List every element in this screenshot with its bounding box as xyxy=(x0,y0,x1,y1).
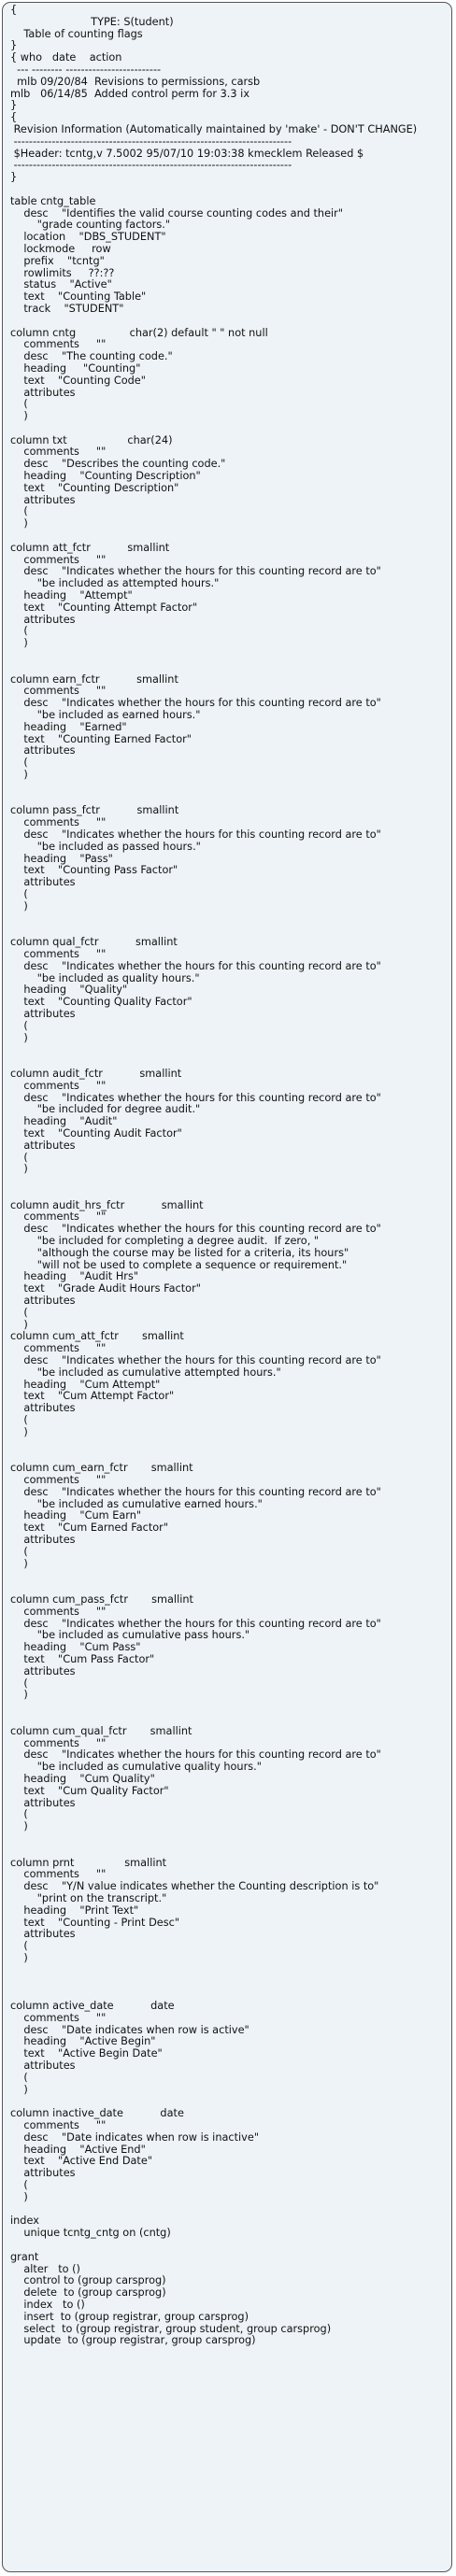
schema-text-line: update to (group registrar, group carsprog) xyxy=(10,2334,256,2347)
schema-text-line: column cum_earn_fctr smallint xyxy=(10,1462,193,1475)
schema-text-line: } xyxy=(10,99,18,112)
schema-text-line xyxy=(10,531,451,543)
schema-text-line: ) xyxy=(10,769,28,781)
schema-text-line: text "Counting Attempt Factor" xyxy=(10,601,198,614)
schema-text-line: attributes xyxy=(10,876,76,889)
schema-text-line: desc "Identifies the valid course counting codes and their" xyxy=(10,206,344,219)
schema-text-line: attributes xyxy=(10,386,76,399)
schema-text-line: column pass_fctr smallint xyxy=(10,804,179,817)
schema-text-line: attributes xyxy=(10,1796,76,1809)
schema-text-line xyxy=(10,1965,451,1977)
schema-text-line: column cntg char(2) default " " not null xyxy=(10,326,268,339)
schema-text-line: text "Grade Audit Hours Factor" xyxy=(10,1282,201,1295)
schema-text-line: text "Cum Earned Factor" xyxy=(10,1522,169,1535)
schema-text-line: attributes xyxy=(10,1928,76,1941)
schema-text-line: ( xyxy=(10,1151,28,1164)
schema-text-line: ) xyxy=(10,1163,28,1176)
schema-text-line: insert to (group registrar, group carsprog) xyxy=(10,2310,249,2323)
schema-text-line: text "Cum Attempt Factor" xyxy=(10,1390,175,1403)
schema-text-line: attributes xyxy=(10,1295,76,1308)
schema-text-line: index xyxy=(10,2215,39,2228)
schema-text-line: comments "" xyxy=(10,1079,107,1092)
schema-text-line: text "Counting Quality Factor" xyxy=(10,996,192,1009)
schema-text-line: delete to (group carsprog) xyxy=(10,2286,166,2300)
schema-text-line: "be included as quality hours." xyxy=(10,971,200,984)
schema-text-line: ( xyxy=(10,1677,28,1690)
schema-text-line: attributes xyxy=(10,1664,76,1677)
schema-text-line xyxy=(10,184,451,196)
schema-text-line: column att_fctr smallint xyxy=(10,541,170,554)
schema-text-line: comments "" xyxy=(10,1868,107,1881)
schema-text-line: desc "Indicates whether the hours for this counting record are to" xyxy=(10,1485,381,1498)
schema-text-line: heading "Audit" xyxy=(10,1115,118,1128)
schema-text-line: text "Counting Description" xyxy=(10,481,179,494)
schema-text-line: index to () xyxy=(10,2299,85,2311)
schema-text-line xyxy=(10,423,451,435)
schema-text-line: column active_date date xyxy=(10,2000,175,2013)
schema-text-line: column earn_fctr smallint xyxy=(10,672,178,686)
schema-text-line: column prnt smallint xyxy=(10,1856,167,1869)
schema-text-line: text "Cum Quality Factor" xyxy=(10,1784,169,1797)
schema-text-line: desc "Indicates whether the hours for this counting record are to" xyxy=(10,565,381,578)
schema-text-line: ( xyxy=(10,1808,28,1821)
schema-text-line: text "Active Begin Date" xyxy=(10,2047,163,2060)
schema-text-line: track "STUDENT" xyxy=(10,302,124,315)
schema-text-line: text "Counting Audit Factor" xyxy=(10,1126,182,1139)
schema-text-line: "be included as passed hours." xyxy=(10,840,201,853)
schema-text-line: } xyxy=(10,171,18,184)
schema-text-line: ------------------------------------------------------------------------- xyxy=(10,134,292,148)
schema-text-line: comments "" xyxy=(10,446,107,459)
schema-text-line: desc "Indicates whether the hours for this counting record are to" xyxy=(10,1223,381,1236)
schema-document-panel xyxy=(2,2,452,2572)
schema-text-line: heading "Cum Quality" xyxy=(10,1772,155,1785)
schema-text-line: comments "" xyxy=(10,1736,107,1749)
schema-text-line: desc "Describes the counting code." xyxy=(10,458,226,471)
schema-text-line: ) xyxy=(10,1031,28,1044)
schema-text-line: alter to () xyxy=(10,2262,80,2275)
schema-text-line: heading "Counting Description" xyxy=(10,470,201,483)
schema-text-line: --- -------- ------------------------- xyxy=(10,63,162,76)
schema-text-line: unique tcntg_cntg on (cntg) xyxy=(10,2227,171,2240)
schema-text-line: ( xyxy=(10,398,28,411)
schema-text-line: heading "Counting" xyxy=(10,361,141,375)
schema-text-line: heading "Cum Attempt" xyxy=(10,1378,161,1391)
schema-text-line xyxy=(10,650,451,662)
schema-text-line: attributes xyxy=(10,1007,76,1020)
schema-text-line xyxy=(10,1056,451,1069)
schema-text-line: attributes xyxy=(10,1534,76,1546)
schema-text-line xyxy=(10,1833,451,1846)
schema-text-line xyxy=(10,1439,451,1451)
schema-text-line: attributes xyxy=(10,613,76,626)
schema-text-line: column cum_pass_fctr smallint xyxy=(10,1592,193,1606)
schema-text-line: attributes xyxy=(10,744,76,757)
schema-text-line: { xyxy=(10,111,18,124)
schema-text-line: comments "" xyxy=(10,338,107,351)
schema-text-line: status "Active" xyxy=(10,278,112,291)
schema-text-line: } xyxy=(10,39,18,52)
schema-text-line: select to (group registrar, group student, group carsprog) xyxy=(10,2322,332,2335)
schema-text-line: ( xyxy=(10,1940,28,1953)
schema-text-line xyxy=(10,1176,451,1188)
schema-text-line: "grade counting factors." xyxy=(10,219,171,232)
schema-text-line: comments "" xyxy=(10,2011,107,2024)
schema-text-line: desc "Indicates whether the hours for this counting record are to" xyxy=(10,1748,381,1762)
schema-text-line: ) xyxy=(10,410,28,423)
schema-text-line: ( xyxy=(10,757,28,770)
schema-text-line: desc "Indicates whether the hours for this counting record are to" xyxy=(10,1091,381,1104)
schema-text-line xyxy=(10,2204,451,2216)
schema-text-line: location "DBS_STUDENT" xyxy=(10,231,166,244)
schema-text-line xyxy=(10,782,451,794)
schema-text-line: mlb 09/20/84 Revisions to permissions, carsb xyxy=(10,75,261,88)
schema-text-line: ( xyxy=(10,1019,28,1032)
schema-text-line: "be included as cumulative quality hours." xyxy=(10,1761,262,1774)
schema-text-line: column cum_att_fctr smallint xyxy=(10,1330,184,1343)
schema-text-line: lockmode row xyxy=(10,242,111,255)
schema-text-line: ( xyxy=(10,2179,28,2192)
schema-text-line: ------------------------------------------------------------------------- xyxy=(10,159,292,172)
schema-text-line: { xyxy=(10,4,18,16)
schema-text-line: prefix "tcntg" xyxy=(10,254,105,267)
schema-text-line: grant xyxy=(10,2250,39,2263)
schema-text-line: desc "Indicates whether the hours for this counting record are to" xyxy=(10,828,381,841)
schema-text-line: desc "Indicates whether the hours for this counting record are to" xyxy=(10,1617,381,1630)
schema-text-line: text "Counting Table" xyxy=(10,290,147,304)
schema-text-line xyxy=(10,1188,451,1200)
schema-text-line: "print on the transcript." xyxy=(10,1891,167,1904)
schema-text-line: column cum_qual_fctr smallint xyxy=(10,1724,192,1737)
schema-text-line: attributes xyxy=(10,1402,76,1415)
schema-text-line xyxy=(10,1702,451,1714)
schema-text-line: heading "Attempt" xyxy=(10,589,133,602)
schema-text-line: attributes xyxy=(10,2167,76,2180)
schema-text-line: comments "" xyxy=(10,947,107,960)
schema-text-line: "be included as earned hours." xyxy=(10,709,201,722)
schema-text-line: column audit_hrs_fctr smallint xyxy=(10,1198,204,1211)
schema-text-line: desc "Date indicates when row is inactive" xyxy=(10,2130,260,2144)
schema-text-line: attributes xyxy=(10,493,76,506)
schema-text-line: text "Counting Earned Factor" xyxy=(10,732,192,745)
schema-text-line: comments "" xyxy=(10,553,107,566)
schema-text-line: rowlimits ??:?? xyxy=(10,266,115,279)
schema-text-line: column qual_fctr smallint xyxy=(10,936,178,949)
schema-text-line: desc "Indicates whether the hours for this counting record are to" xyxy=(10,1354,381,1367)
schema-text-line: TYPE: S(tudent) xyxy=(10,15,174,28)
schema-text-line: comments "" xyxy=(10,1342,107,1355)
schema-text-line: heading "Print Text" xyxy=(10,1904,139,1917)
schema-text-line: Table of counting flags xyxy=(10,27,143,40)
schema-text-line: column txt char(24) xyxy=(10,433,173,446)
schema-text-line xyxy=(10,1714,451,1726)
schema-text-line: comments "" xyxy=(10,2119,107,2132)
schema-text-line: ) xyxy=(10,1557,28,1570)
schema-text-line: Revision Information (Automatically maintained by 'make' - DON'T CHANGE) xyxy=(10,122,418,135)
schema-text-line: ( xyxy=(10,2071,28,2084)
schema-text-line: ( xyxy=(10,505,28,518)
schema-text-line: ( xyxy=(10,1545,28,1558)
schema-text-line xyxy=(10,316,451,328)
schema-text-line: text "Counting Code" xyxy=(10,374,146,387)
schema-text-line: heading "Pass" xyxy=(10,852,113,865)
schema-text-line: text "Counting - Print Desc" xyxy=(10,1916,180,1929)
schema-text-line: desc "Y/N value indicates whether the Counting description is to" xyxy=(10,1880,379,1893)
schema-text-line: "be included as cumulative pass hours." xyxy=(10,1629,250,1642)
schema-text-line: column audit_fctr smallint xyxy=(10,1067,182,1080)
schema-text-line: comments "" xyxy=(10,1605,107,1618)
schema-text-line: control to (group carsprog) xyxy=(10,2274,166,2287)
schema-text-line: heading "Cum Earn" xyxy=(10,1509,142,1522)
schema-text-line: table cntg_table xyxy=(10,194,96,207)
schema-text-line: ) xyxy=(10,899,28,913)
schema-text-line: ( xyxy=(10,1414,28,1427)
schema-text-line: ) xyxy=(10,1425,28,1438)
schema-text-line: column inactive_date date xyxy=(10,2107,184,2120)
schema-text-line: ) xyxy=(10,1820,28,1833)
schema-text-line: heading "Earned" xyxy=(10,720,127,733)
schema-text-line: "will not be used to complete a sequence or requirement." xyxy=(10,1258,348,1271)
schema-text-line: heading "Cum Pass" xyxy=(10,1641,141,1654)
schema-text-line: "although the course may be listed for a criteria, its hours" xyxy=(10,1246,349,1259)
schema-text-line: ) xyxy=(10,1318,28,1331)
schema-text-line: desc "Date indicates when row is active" xyxy=(10,2023,249,2036)
schema-text-line: ( xyxy=(10,625,28,638)
schema-text-line xyxy=(10,1846,451,1858)
schema-text-line: ( xyxy=(10,887,28,900)
schema-text-line: text "Counting Pass Factor" xyxy=(10,864,178,877)
schema-text-line: ) xyxy=(10,2190,28,2203)
schema-text-line xyxy=(10,1570,451,1582)
schema-text-line: $Header: tcntg,v 7.5002 95/07/10 19:03:38 kmecklem Released $ xyxy=(10,147,364,160)
schema-text-line xyxy=(10,1044,451,1056)
schema-text-line: desc "The counting code." xyxy=(10,350,173,363)
schema-text-line: heading "Active End" xyxy=(10,2143,146,2156)
schema-text-line: comments "" xyxy=(10,1474,107,1487)
schema-text-line: attributes xyxy=(10,2059,76,2073)
schema-text-line: "be included as attempted hours." xyxy=(10,577,220,590)
schema-text-line: heading "Quality" xyxy=(10,984,128,997)
schema-text-line: "be included as cumulative earned hours." xyxy=(10,1497,263,1510)
schema-text-line: ) xyxy=(10,637,28,650)
schema-text-line: comments "" xyxy=(10,685,107,698)
schema-text-line xyxy=(10,2240,451,2252)
schema-text-line: ( xyxy=(10,1306,28,1319)
schema-text-line xyxy=(10,1976,451,1989)
schema-text-line: desc "Indicates whether the hours for this counting record are to" xyxy=(10,697,381,710)
schema-text-line: heading "Audit Hrs" xyxy=(10,1270,139,1283)
schema-text-line: mlb 06/14/85 Added control perm for 3.3 ix xyxy=(10,87,250,100)
schema-text-line xyxy=(10,662,451,674)
schema-text-line: ) xyxy=(10,517,28,531)
schema-text-line: "be included for completing a degree audit. If zero, " xyxy=(10,1235,320,1248)
schema-text-line: heading "Active Begin" xyxy=(10,2035,156,2048)
schema-text-line: ) xyxy=(10,1951,28,1964)
schema-text-line: "be included as cumulative attempted hours." xyxy=(10,1366,281,1379)
schema-text-line: { who date action xyxy=(10,51,122,64)
schema-text-line: comments "" xyxy=(10,816,107,829)
schema-text-line xyxy=(10,913,451,926)
schema-text-line: text "Cum Pass Factor" xyxy=(10,1652,155,1665)
schema-text-body xyxy=(10,5,451,2347)
schema-text-line: desc "Indicates whether the hours for this counting record are to" xyxy=(10,959,381,972)
schema-text-line: ) xyxy=(10,1689,28,1702)
schema-text-line: attributes xyxy=(10,1139,76,1152)
schema-text-line: ) xyxy=(10,2083,28,2096)
schema-text-line: "be included for degree audit." xyxy=(10,1103,201,1116)
schema-text-line: comments "" xyxy=(10,1210,107,1224)
schema-text-line: text "Active End Date" xyxy=(10,2155,153,2168)
